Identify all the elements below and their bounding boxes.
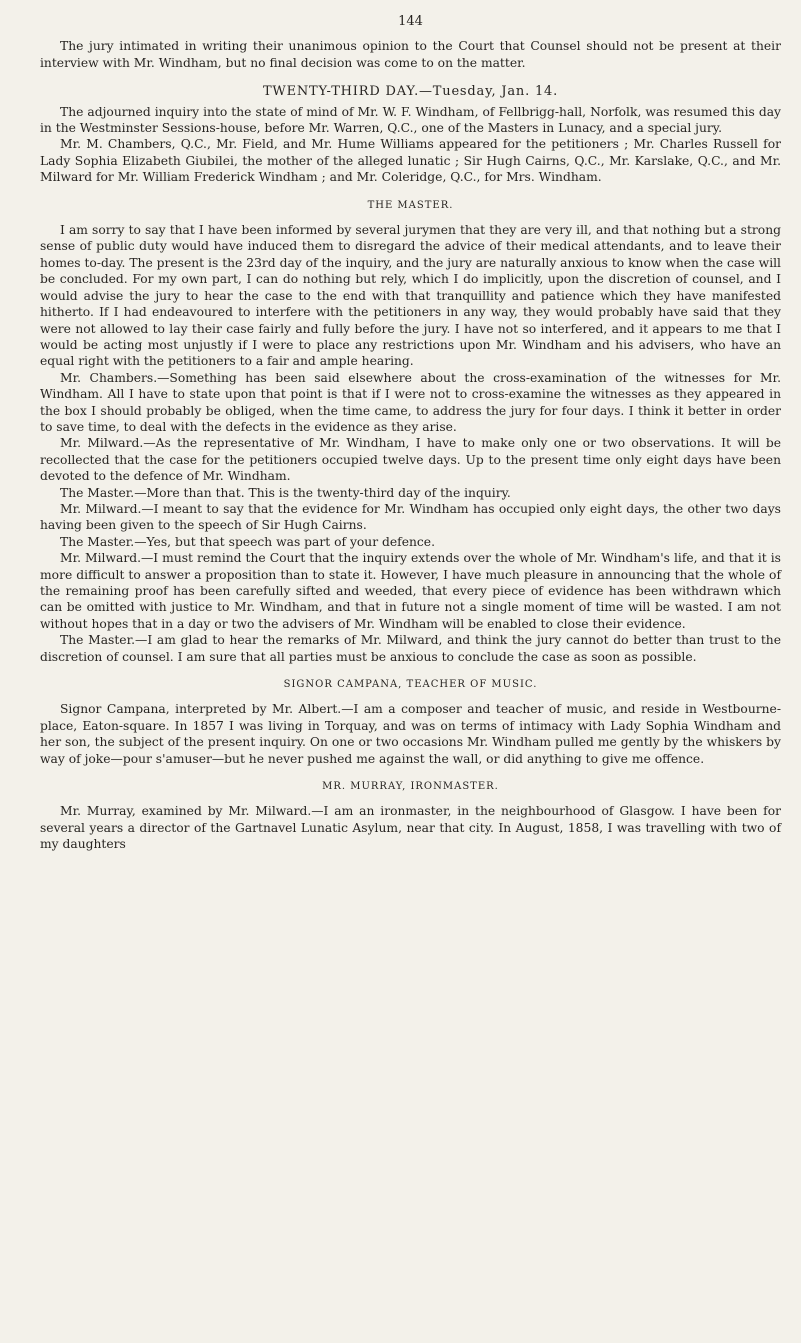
campana-testimony: Signor Campana, interpreted by Mr. Albert.—I am a composer and teacher of music, and reside in Westbourne-place, Eaton-square. In 1857 I was living in Torquay, and was on terms of intimacy with Lady Sophia Windham and her son, the subject of the present inquiry. On one or two occasions Mr. Windham pulled me gently by the whiskers by way of joke—pour s'amuser—but he never pushed me against the wall, or did anything to give me offence. [40,702,781,766]
dialogue-paragraph: The Master.—Yes, but that speech was part of your defence. [60,534,435,549]
counsel-paragraph: Mr. M. Chambers, Q.C., Mr. Field, and Mr. Hume Williams appeared for the petitioners ; Mr. Charles Russell for Lady Sophia Elizabeth Giubilei, the mother of the alleged lunatic ; Sir Hugh Cairns, Q.C., Mr. Karslake, Q.C., and Mr. Milward for Mr. William Frederick Windham ; and Mr. Coleridge, Q.C., for Mrs. Windham. [40,137,781,185]
page-number: 144 [398,14,423,29]
master-statement: I am sorry to say that I have been informed by several jurymen that they are very ill, and that nothing but a strong sense of public duty would have induced them to disregard the advice of their medical attendants, and to leave their homes to-day. The present is the 23rd day of the inquiry, and the jury are naturally anxious to know when the case will be concluded. For my own part, I can do nothing but rely, which I do implicitly, upon the discretion of counsel, and I would advise the jury to hear the case to the end with that tranquillity and patience which they have manifested hitherto. If I had endeavoured to interfere with the petitioners in any way, they would probably have said that they were not allowed to lay their case fairly and fully before the jury. I have not so interfered, and it appears to me that I would be acting most unjustly if I were to place any restrictions upon Mr. Windham and his advisers, who have an equal right with the petitioners to a fair and ample hearing. [40,223,781,369]
proceedings-paragraph: The adjourned inquiry into the state of mind of Mr. W. F. Windham, of Fellbrigg-hall, Norfolk, was resumed this day in the Westminster Sessions-house, before Mr. Warren, Q.C., one of the Masters in Lunacy, and a special jury. [40,104,781,136]
dialogue-paragraph: Mr. Milward.—As the representative of Mr. Windham, I have to make only one or two observations. It will be recollected that the case for the petitioners occupied twelve days. Up to the present time only eight days have been devoted to the defence of Mr. Windham. [40,436,781,484]
dialogue-paragraph: Mr. Milward.—I meant to say that the evidence for Mr. Windham has occupied only eight days, the other two days having been given to the speech of Sir Hugh Cairns. [40,501,781,533]
section-heading-master: THE MASTER. [367,199,454,211]
section-heading-murray: MR. MURRAY, IRONMASTER. [322,781,499,793]
dialogue-paragraph: The Master.—I am glad to hear the remarks of Mr. Milward, and think the jury cannot do better than trust to the discretion of counsel. I am sure that all parties must be anxious to conclude the case as soon as possible. [40,633,781,664]
day-heading: TWENTY-THIRD DAY.—Tuesday, Jan. 14. [262,84,559,100]
dialogue-paragraph: Mr. Milward.—I must remind the Court that the inquiry extends over the whole of Mr. Windham's life, and that it is more difficult to answer a proposition than to state it. However, I have much pleasure in announcing that the whole of the remaining proof has been carefully sifted and weeded, that every piece of evidence has been withdrawn which can be omitted with justice to Mr. Windham, and that in future not a single moment of time will be wasted. I am not without hopes that in a day or two the advisers of Mr. Windham will be enabled to close their evidence. [40,551,781,631]
dialogue-paragraph: The Master.—More than that. This is the twenty-third day of the inquiry. [60,485,511,500]
intro-paragraph: The jury intimated in writing their unanimous opinion to the Court that Counsel should not be present at their interview with Mr. Windham, but no final decision was come to on the matter. [40,39,781,70]
section-heading-campana: SIGNOR CAMPANA, TEACHER OF MUSIC. [283,679,538,691]
dialogue-paragraph: Mr. Chambers.—Something has been said elsewhere about the cross-examination of the witnesses for Mr. Windham. All I have to state upon that point is that if I were not to cross-examine the witnesses as they appeared in the box I should probably be obliged, when the time came, to address the jury for four days. I think it better in order to save time, to deal with the defects in the evidence as they arise. [40,370,781,434]
murray-testimony: Mr. Murray, examined by Mr. Milward.—I am an ironmaster, in the neighbourhood of Glasgow. I have been for several years a director of the Gartnavel Lunatic Asylum, near that city. In August, 1858, I was travelling with two of my daughters [40,804,781,852]
